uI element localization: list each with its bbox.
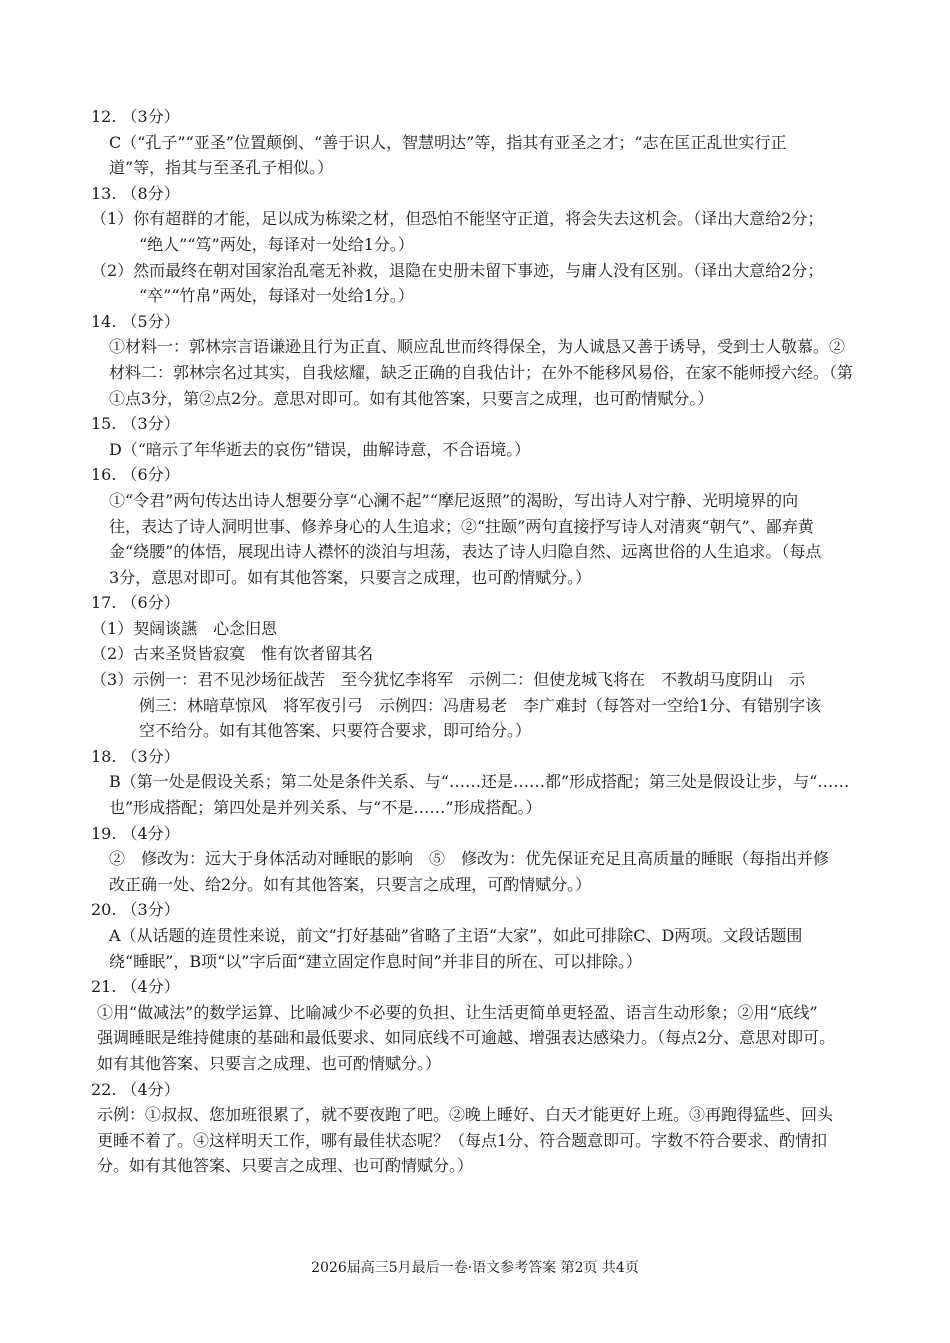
answer-line: （3）示例一：君不见沙场征战苦 至今犹忆李将军 示例二：但使龙城飞将在 不教胡马度阴山 示 — [91, 670, 806, 690]
question-heading: 12. （3分） — [91, 107, 180, 126]
question-heading: 18. （3分） — [91, 746, 180, 766]
answer-line: 强调睡眠是维持健康的基础和最低要求、如同底线不可逾越、增强表达感染力。（每点2分、意思对即可。 — [97, 1028, 836, 1048]
answer-line: 空不给分。如有其他答案、只要符合要求，即可给分。） — [139, 721, 532, 741]
question-heading: 20. （3分） — [91, 900, 180, 920]
question-heading: 21. （4分） — [91, 977, 180, 997]
answer-line: 例三：林暗草惊风 将军夜引弓 示例四：冯唐易老 李广难封（每答对一空给1分、有错别字该 — [139, 695, 822, 715]
answer-line: ①点3分，第②点2分。意思对即可。如有其他答案，只要言之成理，也可酌情赋分。） — [109, 388, 714, 408]
question-heading: 19. （4分） — [91, 823, 180, 843]
answer-line: （1）你有超群的才能，足以成为栋梁之材，但恐怕不能坚守正道，将会失去这机会。（译出大意给2分； — [91, 209, 824, 229]
answer-line: ①“令君”两句传达出诗人想要分享“心澜不起”“摩尼返照”的渴盼，写出诗人对宁静、光明境界的向 — [109, 490, 799, 510]
answer-line: 更睡不着了。④这样明天工作，哪有最佳状态呢？（每点1分、符合题意即可。字数不符合要求、酌情扣 — [97, 1130, 828, 1150]
answer-line: 材料二：郭林宗名过其实，自我炫耀，缺乏正确的自我估计；在外不能移风易俗，在家不能师授六经。（第 — [109, 362, 854, 382]
question-heading: 14. （5分） — [91, 311, 180, 331]
answer-line: （1）契阔谈讌 心念旧恩 — [91, 618, 278, 638]
answer-line: “绝人”“笃”两处，每译对一处给1分。） — [139, 234, 414, 254]
answer-list — [91, 104, 863, 1179]
question-heading: 17. （6分） — [91, 593, 180, 613]
answer-line: 3分，意思对即可。如有其他答案，只要言之成理，也可酌情赋分。） — [109, 567, 592, 587]
answer-line: ①用“做减法”的数学运算、比喻减少不必要的负担、让生活更简单更轻盈、语言生动形象；②用“底线” — [97, 1002, 818, 1022]
answer-line: 改正确一处、给2分。如有其他答案，只要言之成理，可酌情赋分。） — [109, 874, 592, 894]
answer-line: 金“绕腰”的体悟，展现出诗人襟怀的淡泊与坦荡，表达了诗人归隐自然、远离世俗的人生追求。（每点 — [109, 542, 822, 562]
answer-line: “卒”“竹帛”两处，每译对一处给1分。） — [139, 286, 414, 306]
page-footer: 2026届高三5月最后一卷·语文参考答案 第2页 共4页 — [311, 1260, 639, 1276]
answer-line: 示例：①叔叔、您加班很累了，就不要夜跑了吧。②晚上睡好、白天才能更好上班。③再跑得猛些、回头 — [97, 1105, 834, 1125]
answer-line: 如有其他答案、只要言之成理、也可酌情赋分。） — [97, 1053, 442, 1073]
question-heading: 22. （4分） — [91, 1079, 180, 1099]
answer-line: 绕“睡眠”，B项“以”字后面“建立固定作息时间”并非目的所在、可以排除。） — [109, 951, 642, 971]
answer-line: B（第一处是假设关系；第二处是条件关系、与“……还是……都”形成搭配；第三处是假设让步，与“…… — [109, 772, 850, 792]
answer-line: A（从话题的连贯性来说，前文“打好基础”省略了主语“大家”，如此可排除C、D两项。文段话题围 — [109, 926, 803, 945]
answer-line: C（“孔子”“亚圣”位置颠倒、“善于识人，智慧明达”等，指其有亚圣之才；“志在匡正乱世实行正 — [109, 132, 787, 152]
answer-line: ② 修改为：远大于身体活动对睡眠的影响 ⑤ 修改为：优先保证充足且高质量的睡眠（每指出并修 — [109, 849, 830, 869]
answer-line: （2）然而最终在朝对国家治乱毫无补救，退隐在史册未留下事迹，与庸人没有区别。（译出大意给2分； — [91, 260, 824, 280]
answer-line: D（“暗示了年华逝去的哀伤”错误，曲解诗意，不合语境。） — [109, 439, 531, 459]
answer-line: 也”形成搭配；第四处是并列关系、与“不是……”形成搭配。） — [109, 798, 542, 818]
question-heading: 15. （3分） — [91, 414, 180, 434]
answer-line: 分。如有其他答案、只要言之成理、也可酌情赋分。） — [97, 1156, 474, 1176]
answer-line: ①材料一：郭林宗言语谦逊且行为正直、顺应乱世而终得保全，为人诚恳又善于诱导，受到士人敬慕。② — [109, 337, 846, 357]
question-heading: 16. （6分） — [91, 465, 180, 485]
answer-line: （2）古来圣贤皆寂寞 惟有饮者留其名 — [91, 644, 374, 664]
answer-line: 往，表达了诗人洞明世事、修养身心的人生追求；②“拄颐”两句直接抒写诗人对清爽“朝气”、鄙弃黄 — [109, 516, 814, 536]
question-heading: 13. （8分） — [91, 183, 180, 203]
answer-line: 道”等，指其与至圣孔子相似。） — [109, 158, 334, 178]
